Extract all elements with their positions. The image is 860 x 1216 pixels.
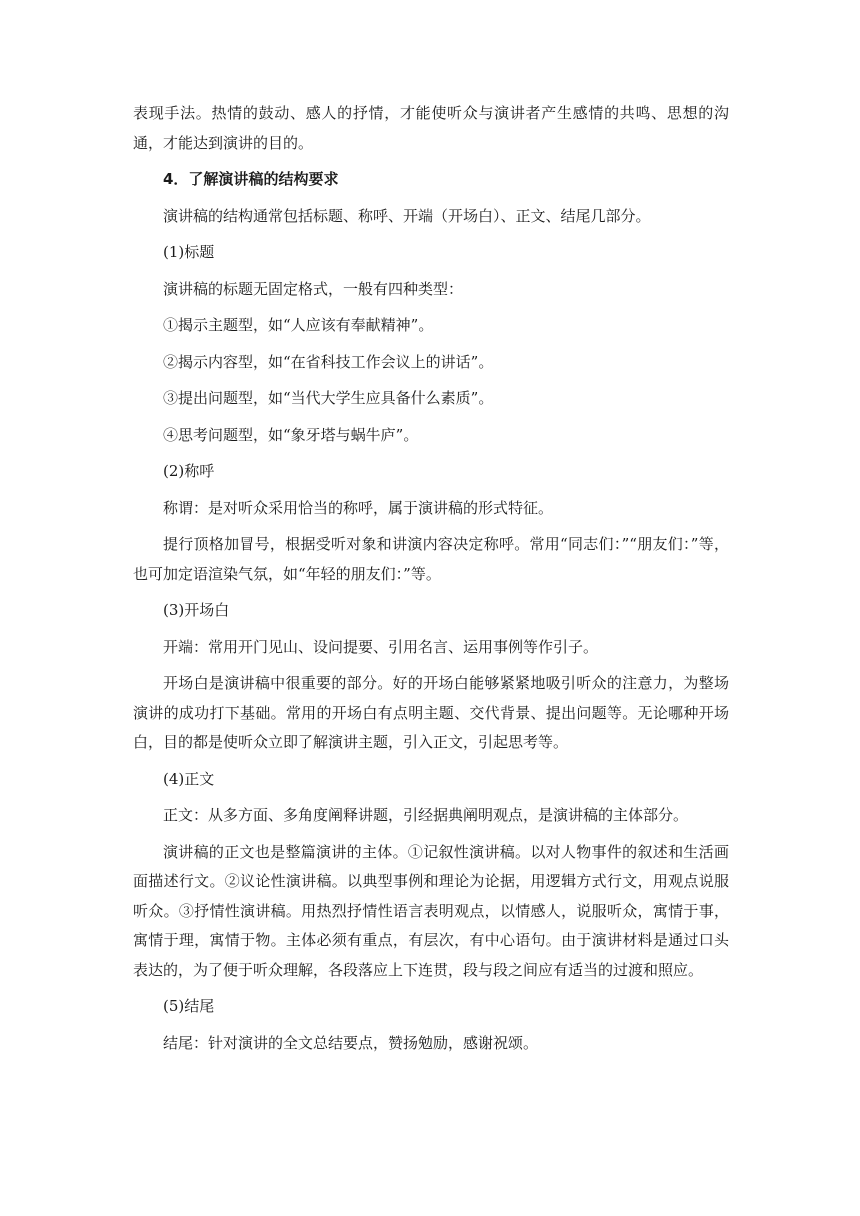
- paragraph-body-definition: 正文：从多方面、多角度阐释讲题，引经据典阐明观点，是演讲稿的主体部分。: [163, 806, 689, 824]
- subheading-title: (1)标题: [163, 243, 215, 261]
- document-body: [133, 99, 729, 1058]
- paragraph-intro-continuation: 表现手法。热情的鼓动、感人的抒情，才能使听众与演讲者产生感情的共鸣、思想的沟通，才能达到演讲的目的。: [133, 104, 729, 152]
- paragraph-structure-overview: 演讲稿的结构通常包括标题、称呼、开端（开场白）、正文、结尾几部分。: [163, 206, 651, 225]
- list-item-title-type-1: ①揭示主题型，如“人应该有奉献精神”。: [163, 316, 434, 334]
- subheading-body: (4)正文: [163, 769, 215, 788]
- subheading-salutation: (2)称呼: [163, 462, 215, 480]
- subheading-opening: (3)开场白: [163, 601, 230, 619]
- list-item-title-type-3: ③提出问题型，如“当代大学生应具备什么素质”。: [163, 389, 494, 407]
- list-item-title-type-4: ④思考问题型，如“象牙塔与蜗牛庐”。: [163, 425, 419, 444]
- list-item-title-type-2: ②揭示内容型，如“在省科技工作会议上的讲话”。: [163, 352, 494, 371]
- subheading-ending: (5)结尾: [163, 997, 215, 1015]
- paragraph-title-types: 演讲稿的标题无固定格式，一般有四种类型：: [163, 279, 464, 298]
- paragraph-body-detail: 演讲稿的正文也是整篇演讲的主体。①记叙性演讲稿。以对人物事件的叙述和生活画面描述行文。②议论性演讲稿。以典型事例和理论为论据，用逻辑方式行文，用观点说服听众。③抒情性演讲稿。用热烈抒情性语言表明观点，以情感人，说服听众，寓情于事，寓情于理，寓情于物。主体必须有重点，有层次，有中心语句。由于演讲材料是通过口头表达的，为了便于听众理解，各段落应上下连贯，段与段之间应有适当的过渡和照应。: [133, 842, 729, 979]
- paragraph-salutation-format: 提行顶格加冒号，根据受听对象和讲演内容决定称呼。常用“同志们：”“朋友们：”等，也可加定语渲染气氛，如“年轻的朋友们：”等。: [133, 535, 729, 583]
- section-heading-structure: 4．了解演讲稿的结构要求: [163, 170, 339, 188]
- paragraph-ending-definition: 结尾：针对演讲的全文总结要点，赞扬勉励，感谢祝颂。: [163, 1033, 539, 1052]
- paragraph-opening-definition: 开端：常用开门见山、设问提要、引用名言、运用事例等作引子。: [163, 637, 599, 656]
- paragraph-opening-detail: 开场白是演讲稿中很重要的部分。好的开场白能够紧紧地吸引听众的注意力，为整场演讲的成功打下基础。常用的开场白有点明主题、交代背景、提出问题等。无论哪种开场白，目的都是使听众立即了解演讲主题，引入正文，引起思考等。: [133, 674, 729, 751]
- paragraph-salutation-definition: 称谓：是对听众采用恰当的称呼，属于演讲稿的形式特征。: [163, 498, 554, 517]
